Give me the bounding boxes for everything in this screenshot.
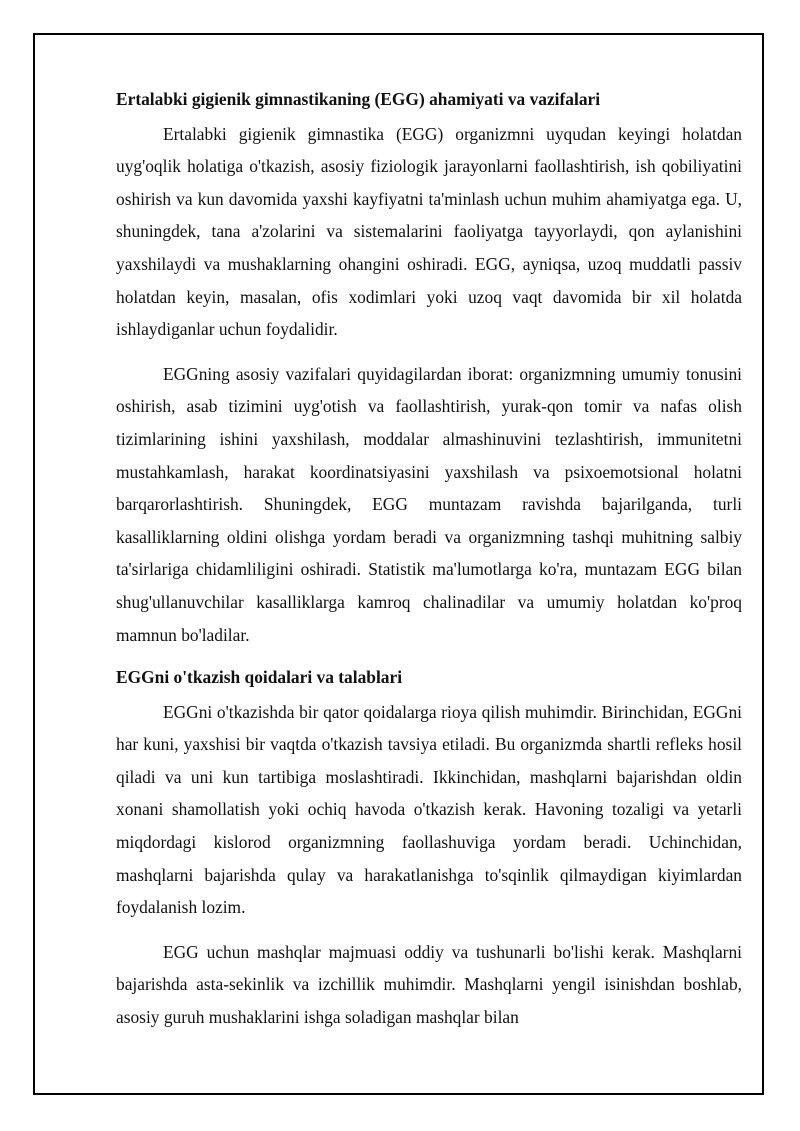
paragraph: EGGning asosiy vazifalari quyidagilardan iborat: organizmning umumiy tonusini oshirish, asab tizimini uyg'otish va faollashtirish, yurak-qon tomir va nafas olish tizimlarining ishini yaxshilash, moddalar almashinuvini tezlashtirish, immunitetni mustahkamlash, harakat koordinatsiyasini yaxshilash va psixoemotsional holatni barqarorlashtirish. Shuningdek, EGG muntazam ravishda bajarilganda, turli kasalliklarning oldini olishga yordam beradi va organizmning tashqi muhitning salbiy ta'sirlariga chidamliligini oshiradi. Statistik ma'lumotlarga ko'ra, muntazam EGG bilan shug'ullanuvchilar kasalliklarga kamroq chalinadilar va umumiy holatdan ko'proq mamnun bo'ladilar. (116, 363, 742, 645)
paragraph: EGGni o'tkazishda bir qator qoidalarga rioya qilish muhimdir. Birinchidan, EGGni har kuni, yaxshisi bir vaqtda o'tkazish tavsiya etiladi. Bu organizmda shartli refleks hosil qiladi va uni kun tartibiga moslashtiradi. Ikkinchidan, mashqlarni bajarishdan oldin xonani shamollatish yoki ochiq havoda o'tkazish kerak. Havoning tozaligi va yetarli miqdordagi kislorod organizmning faollashuviga yordam beradi. Uchinchidan, mashqlarni bajarishda qulay va harakatlanishga to'sqinlik qilmaydigan kiyimlardan foydalanish lozim. (116, 701, 742, 918)
section-heading-egg-rules: EGGni o'tkazish qoidalari va talablari (116, 667, 403, 688)
paragraph: EGG uchun mashqlar majmuasi oddiy va tushunarli bo'lishi kerak. Mashqlarni bajarishda asta-sekinlik va izchillik muhimdir. Mashqlarni yengil isinishdan boshlab, asosiy guruh mushaklarini ishga soladigan mashqlar bilan (116, 941, 742, 1028)
paragraph: Ertalabki gigienik gimnastika (EGG) organizmni uyqudan keyingi holatdan uyg'oqlik holatiga o'tkazish, asosiy fiziologik jarayonlarni faollashtirish, ish qobiliyatini oshirish va kun davomida yaxshi kayfiyatni ta'minlash uchun muhim ahamiyatga ega. U, shuningdek, tana a'zolarini va sistemalarini faoliyatga tayyorlaydi, qon aylanishini yaxshilaydi va mushaklarning ohangini oshiradi. EGG, ayniqsa, uzoq muddatli passiv holatdan keyin, masalan, ofis xodimlari yoki uzoq vaqt davomida bir xil holatda ishlaydiganlar uchun foydalidir. (116, 123, 742, 340)
section-heading-egg-importance: Ertalabki gigienik gimnastikaning (EGG) ahamiyati va vazifalari (116, 89, 601, 109)
document-body (116, 83, 742, 1034)
